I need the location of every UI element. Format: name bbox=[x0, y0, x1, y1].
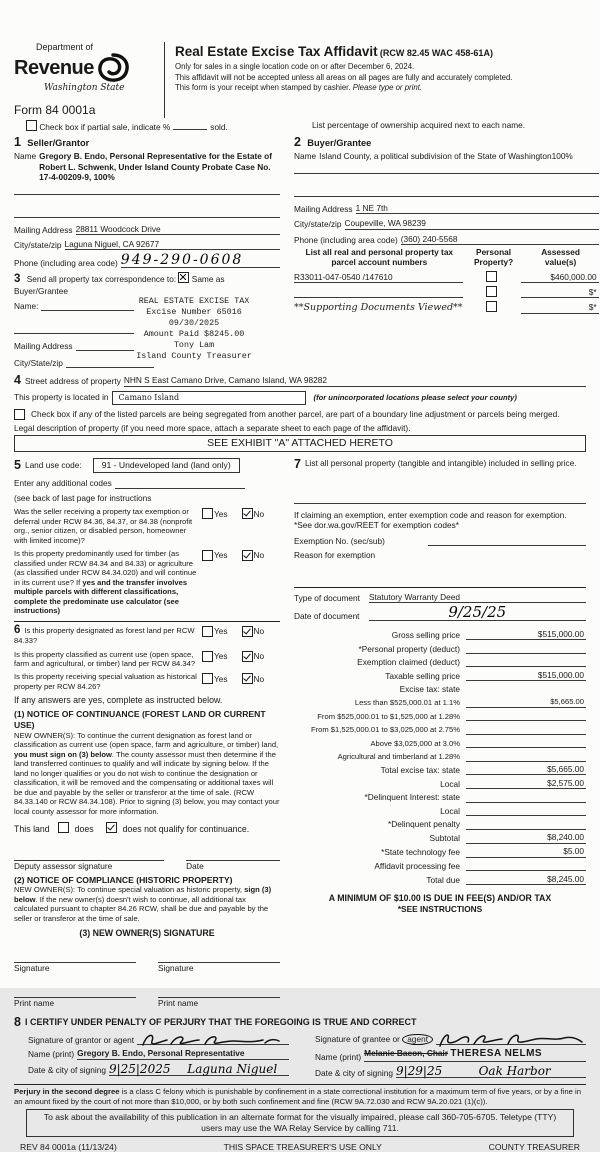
tax-value-delinq-interest-local[interactable] bbox=[466, 805, 586, 816]
owner-print-line-2[interactable] bbox=[158, 986, 280, 998]
certification-section bbox=[14, 1016, 586, 1078]
form-title-code: (RCW 82.45 WAC 458-61A) bbox=[379, 48, 493, 58]
tax-value-tier1[interactable]: $5,665.00 bbox=[466, 697, 586, 708]
tax-value-taxable[interactable]: $515,000.00 bbox=[466, 670, 586, 681]
send-to-name-label: Name: bbox=[14, 300, 39, 311]
tax-value-gross[interactable]: $515,000.00 bbox=[466, 629, 586, 640]
parcel-3-personal-checkbox[interactable] bbox=[486, 301, 497, 312]
notice-compliance-title: (2) NOTICE OF COMPLIANCE (HISTORIC PROPERTY) bbox=[14, 874, 233, 885]
located-in-note: (for unincorporated locations please select your county) bbox=[313, 392, 517, 402]
parcel-3-value[interactable]: $* bbox=[521, 302, 599, 313]
perjury-note: Perjury in the second degree is a class C felony which is punishable by confinement in a state correctional institution for a maximum term of five years, or by a fine in an amount fixed by the court of not more than $10,000, or by both such confinement and fine (RCW 9A.72.030 and RCW 9A.20.021 (1)(c)). bbox=[14, 1084, 586, 1106]
parcel-1-value[interactable]: $460,000.00 bbox=[521, 272, 599, 283]
parcel-table-header: List all real and personal property tax parcel account numbers Personal Property? Assessed value(s) bbox=[294, 247, 599, 268]
subtitle-1: Only for sales in a single location code on or after December 6, 2024. bbox=[175, 61, 415, 71]
seller-name-line[interactable] bbox=[14, 184, 280, 195]
rev-number: REV 84 0001a (11/13/24) bbox=[20, 1141, 117, 1152]
revenue-wordmark: Revenue bbox=[14, 56, 94, 79]
section-3-number: 3 bbox=[14, 273, 21, 286]
grantor-certification bbox=[28, 1030, 289, 1078]
tax-label-delinq-penalty: *Delinquent penalty bbox=[388, 819, 460, 830]
segregated-checkbox[interactable] bbox=[14, 409, 25, 420]
property-section bbox=[14, 374, 586, 452]
minimum-due-note: A MINIMUM OF $10.00 IS DUE IN FEE(S) AND/OR TAX bbox=[328, 892, 552, 903]
owner-print-label-1: Print name bbox=[14, 997, 55, 1008]
deputy-assessor-label: Deputy assessor signature bbox=[14, 861, 113, 872]
tax-label-personal-deduct: *Personal property (deduct) bbox=[358, 643, 460, 654]
county-treasurer-label: COUNTY TREASURER bbox=[488, 1141, 580, 1152]
q3-yes-checkbox[interactable] bbox=[202, 626, 213, 637]
see-back-note: (see back of last page for instructions bbox=[14, 492, 152, 503]
tax-computation-table bbox=[294, 629, 586, 885]
buyer-city-value[interactable]: Coupeville, WA 98239 bbox=[345, 218, 599, 229]
type-of-document-value[interactable]: Statutory Warranty Deed bbox=[369, 592, 586, 603]
tax-value-delinq-interest-state[interactable] bbox=[466, 792, 586, 803]
seller-grantor-section bbox=[14, 136, 280, 368]
segregated-label: Check box if any of the listed parcels are being segregated from another parcel, are part of a boundary line adjustment or parcels being merged. bbox=[31, 408, 560, 419]
street-address-value[interactable]: NHN S East Camano Drive, Camano Island, WA 98282 bbox=[124, 375, 586, 386]
tax-value-tier3[interactable] bbox=[466, 724, 586, 735]
tax-label-total-local: Local bbox=[440, 778, 460, 789]
q5-yes-checkbox[interactable] bbox=[202, 673, 213, 684]
historical-property-question: Is this property receiving special valuation as historical property per RCW 84.26? Yes No bbox=[14, 672, 265, 691]
stamp-excise-number: Excise Number 65016 bbox=[146, 307, 242, 318]
tax-label-tech-fee: *State technology fee bbox=[381, 847, 460, 858]
tax-value-personal-deduct[interactable] bbox=[466, 643, 586, 654]
q1-yes-checkbox[interactable] bbox=[202, 508, 213, 519]
tax-value-processing-fee[interactable] bbox=[466, 860, 586, 871]
tax-value-total-state[interactable]: $5,665.00 bbox=[466, 764, 586, 775]
partial-sale-label: Check box if partial sale, indicate % bbox=[39, 121, 171, 132]
additional-codes-label: Enter any additional codes bbox=[14, 478, 112, 489]
q5-no-checkbox[interactable] bbox=[242, 673, 253, 684]
does-checkbox[interactable] bbox=[58, 822, 69, 833]
q3-no-checkbox[interactable] bbox=[242, 626, 253, 637]
buyer-name-line[interactable] bbox=[294, 163, 599, 174]
see-instructions-note: *SEE INSTRUCTIONS bbox=[397, 903, 483, 914]
grantor-signature bbox=[137, 1030, 287, 1050]
grantee-signature bbox=[436, 1030, 586, 1050]
same-as-buyer-label: Same as Buyer/Grantee bbox=[14, 274, 225, 296]
buyer-mailing-label: Mailing Address bbox=[294, 203, 353, 214]
supporting-documents-stamp: **Supporting Documents Viewed** bbox=[294, 301, 463, 313]
exemption-note: If claiming an exemption, enter exemption code and reason for exemption. *See dor.wa.gov/REET for exemption codes* bbox=[294, 509, 567, 530]
timber-agriculture-question: Is this property predominantly used for timber (as classified under RCW 84.34 and 84.33) or agriculture (as classified under RCW 84.34.020) and will continue in its current use? If yes and the transfer involves multiple parcels with different classifications, complete the predominate use calculator (see instructions) Yes No bbox=[14, 549, 265, 616]
form-number: Form 84 0001a bbox=[14, 102, 96, 117]
exemption-no-label: Exemption No. (sec/sub) bbox=[294, 535, 385, 546]
tax-label-tier4: Above $3,025,000 at 3.0% bbox=[370, 738, 460, 748]
grantor-signature-line[interactable] bbox=[137, 1030, 289, 1045]
section-6-number: 6 bbox=[14, 623, 21, 636]
parcel-row-3 bbox=[294, 301, 599, 313]
tax-label-delinq-interest-local: Local bbox=[440, 805, 460, 816]
seller-name-value: Gregory B. Endo, Personal Representative for the Estate of Robert L. Schwenk, Under Island County Probate Case No. 17-4-00209-9, 100% bbox=[39, 151, 272, 183]
seller-mailing-value[interactable]: 28811 Woodcock Drive bbox=[76, 224, 280, 235]
type-of-document-label: Type of document bbox=[294, 592, 360, 603]
dept-of-text: Department of bbox=[36, 42, 94, 52]
owner-print-line-1[interactable] bbox=[14, 986, 136, 998]
partial-sale-checkbox[interactable] bbox=[26, 120, 37, 131]
treasurer-space-label: THIS SPACE TREASURER'S USE ONLY bbox=[223, 1141, 382, 1152]
washington-state-text: Washington State bbox=[44, 83, 125, 94]
grantee-certification bbox=[315, 1030, 586, 1078]
send-to-block bbox=[14, 296, 280, 368]
tax-label-processing-fee: Affidavit processing fee bbox=[374, 860, 460, 871]
grantor-date-label: Date & city of signing bbox=[28, 1065, 106, 1076]
seller-city-label: City/state/zip bbox=[14, 239, 62, 250]
dor-logo bbox=[14, 42, 154, 118]
new-owners-signature-title: (3) NEW OWNER(S) SIGNATURE bbox=[79, 928, 215, 939]
tax-label-delinq-interest-state: *Delinquent Interest: state bbox=[364, 792, 460, 803]
stamp-amount-paid: Amount Paid $8245.00 bbox=[143, 328, 245, 339]
send-to-label: Send all property tax correspondence to: bbox=[26, 274, 177, 285]
tax-value-tier4[interactable] bbox=[466, 737, 586, 748]
section-8-number: 8 bbox=[14, 1014, 21, 1029]
buyer-grantee-section bbox=[294, 136, 599, 368]
send-to-mailing-label: Mailing Address bbox=[14, 340, 73, 351]
grantee-signature-line[interactable] bbox=[436, 1030, 586, 1045]
seller-phone-label: Phone (including area code) bbox=[14, 257, 118, 268]
notice-continuance-body: NEW OWNER(S): To continue the current designation as forest land or classification as current use (open space, farm and agriculture, or timber) land, you must sign on (3) below. The county assessor must then determine if the land transferred continues to qualify and will indicate by signing below. If the land no longer qualifies or you do not wish to continue the designation or classification, it will be removed and the compensating or additional taxes will be due and payable by the seller or transferor at the time of sale. (RCW 84.33.140 or RCW 84.34.108). Prior to signing (3) below, you may contact your local county assessor for more information. bbox=[14, 730, 280, 816]
date-of-document-value[interactable]: 9/25/25 bbox=[369, 605, 587, 621]
tax-value-tier2[interactable] bbox=[466, 710, 586, 721]
agent-circled-label: agent bbox=[402, 1034, 433, 1045]
buyer-name-value: Island County, a political subdivision of the State of Washington100% bbox=[319, 151, 573, 162]
list-percentage-note: List percentage of ownership acquired next to each name. bbox=[312, 119, 526, 130]
personal-property-line[interactable] bbox=[294, 493, 586, 504]
located-in-label: This property is located in bbox=[14, 392, 109, 403]
grantee-name-struck: Melanie Bacon, Chair bbox=[364, 1048, 449, 1059]
tax-value-excise-state bbox=[466, 684, 586, 694]
if-any-yes-note: If any answers are yes, complete as instructed below. bbox=[14, 695, 223, 706]
tax-label-taxable: Taxable selling price bbox=[385, 670, 460, 681]
deputy-assessor-signature-line[interactable] bbox=[14, 849, 164, 861]
personal-property-label: List all personal property (tangible and intangible) included in selling price. bbox=[304, 458, 577, 469]
parcel-2-value[interactable]: $* bbox=[521, 287, 599, 298]
tax-value-subtotal[interactable]: $8,240.00 bbox=[466, 832, 586, 843]
parcel-row-1 bbox=[294, 271, 599, 283]
exemption-deferral-question: Was the seller receiving a property tax exemption or deferral under RCW 84.36, 84.37, or 84.38 (nonprofit org., senior citizen, or disabled person, homeowner with limited income)? Yes No bbox=[14, 507, 265, 545]
tax-label-gross: Gross selling price bbox=[391, 630, 460, 641]
section-2-title: Buyer/Grantee bbox=[307, 137, 372, 148]
owner-signature-label-1: Signature bbox=[14, 963, 50, 974]
land-use-label: Land use code: bbox=[24, 460, 82, 471]
title-block bbox=[175, 42, 512, 93]
partial-sale-suffix: sold. bbox=[210, 121, 228, 132]
tax-label-tier3: From $1,525,000.01 to $3,025,000 at 2.75% bbox=[310, 725, 460, 735]
stamp-treasurer-title: Island County Treasurer bbox=[136, 350, 252, 361]
form-header bbox=[14, 42, 586, 118]
buyer-mailing-value[interactable]: 1 NE 7th bbox=[356, 203, 599, 214]
deputy-date-label: Date bbox=[186, 861, 204, 872]
grantor-name-value[interactable]: Gregory B. Endo, Personal Representative bbox=[77, 1048, 289, 1059]
partial-sale-percent-line[interactable] bbox=[173, 121, 207, 130]
street-address-label: Street address of property bbox=[24, 376, 121, 387]
subtitle-3: This form is your receipt when stamped by cashier. bbox=[175, 83, 351, 93]
q4-no-checkbox[interactable] bbox=[242, 651, 253, 662]
section-2-number: 2 bbox=[294, 134, 301, 149]
grantor-city-value[interactable]: Laguna Niguel bbox=[187, 1063, 289, 1076]
current-use-question: Is this property classified as current use (open space, farm and agricultural, or timber) land per RCW 84.34? Yes No bbox=[14, 649, 265, 668]
tax-label-total-state: Total excise tax: state bbox=[380, 765, 460, 776]
continuance-qualify-row: This land does does not qualify for continuance. bbox=[14, 824, 250, 835]
section-5-number: 5 bbox=[14, 458, 21, 473]
grantee-name-label: Name (print) bbox=[315, 1051, 362, 1062]
tax-label-tier1: Less than $525,000.01 at 1.1% bbox=[354, 698, 460, 708]
q4-yes-checkbox[interactable] bbox=[202, 651, 213, 662]
grantee-sig-label: Signature of grantee or agent bbox=[315, 1034, 436, 1045]
parcel-2-number[interactable] bbox=[294, 287, 463, 298]
personal-property-tax-section bbox=[294, 458, 586, 1008]
tax-value-tech-fee[interactable]: $5.00 bbox=[466, 846, 586, 857]
land-use-code-value[interactable]: 91 - Undeveloped land (land only) bbox=[93, 458, 240, 473]
stamp-treasurer-name: Tony Lam bbox=[173, 339, 215, 350]
tty-note-box: To ask about the availability of this publication in an alternate format for the visually impaired, please call 360-705-6705. Teletype (TTY) users may use the WA Relay Service by calling 711. bbox=[26, 1109, 574, 1136]
legal-description-value[interactable]: SEE EXHIBIT "A" ATTACHED HERETO bbox=[14, 435, 586, 452]
owner-signature-label-2: Signature bbox=[158, 963, 194, 974]
dor-swirl-icon bbox=[96, 53, 130, 83]
grantor-sig-label: Signature of grantor or agent bbox=[28, 1035, 135, 1046]
tax-label-excise-state: Excise tax: state bbox=[399, 683, 460, 694]
date-of-document-label: Date of document bbox=[294, 610, 360, 621]
seller-mailing-label: Mailing Address bbox=[14, 224, 73, 235]
excise-stamp bbox=[110, 296, 278, 362]
buyer-blank-line[interactable] bbox=[294, 186, 599, 197]
tax-label-agricultural: Agricultural and timberland at 1.28% bbox=[337, 752, 460, 762]
forest-land-question: 6 Is this property designated as forest land per RCW 84.33? Yes No bbox=[14, 623, 265, 646]
stamp-title: REAL ESTATE EXCISE TAX bbox=[138, 296, 250, 307]
form-title: Real Estate Excise Tax Affidavit bbox=[175, 44, 378, 59]
notice-compliance-body: NEW OWNER(S): To continue special valuation as historic property, sign (3) below. If the new owner(s) doesn't wish to continue, all additional tax calculated pursuant to chapter 84.26 RCW, shall be due and payable by the seller or transferor at the time of sale. bbox=[14, 885, 272, 923]
seller-name-label: Name bbox=[14, 151, 37, 162]
does-not-checkbox[interactable] bbox=[106, 822, 117, 833]
grantor-date-value[interactable]: 9|25|2025 bbox=[109, 1063, 187, 1076]
q2-yes-checkbox[interactable] bbox=[202, 550, 213, 561]
q2-no-checkbox[interactable] bbox=[242, 550, 253, 561]
section-4-number: 4 bbox=[14, 373, 21, 388]
grantee-name-value: THERESA NELMS bbox=[450, 1048, 543, 1060]
footer-row bbox=[14, 1142, 586, 1152]
stamp-date: 09/30/2025 bbox=[168, 317, 220, 328]
located-in-dropdown[interactable]: Camano Island bbox=[112, 391, 306, 405]
same-as-buyer-checkbox[interactable] bbox=[178, 272, 189, 283]
seller-phone-value[interactable]: 949-290-0608 bbox=[121, 253, 280, 268]
deputy-date-line[interactable] bbox=[186, 849, 280, 861]
tax-label-subtotal: Subtotal bbox=[429, 833, 460, 844]
additional-codes-line[interactable] bbox=[115, 478, 245, 489]
buyer-phone-value[interactable]: (360) 240-5568 bbox=[401, 234, 599, 245]
tax-value-agricultural[interactable] bbox=[466, 751, 586, 762]
tax-value-delinq-penalty[interactable] bbox=[466, 819, 586, 830]
q1-no-checkbox[interactable] bbox=[242, 508, 253, 519]
grantee-date-label: Date & city of signing bbox=[315, 1067, 393, 1078]
certify-statement: I CERTIFY UNDER PENALTY OF PERJURY THAT THE FOREGOING IS TRUE AND CORRECT bbox=[24, 1016, 417, 1027]
owner-print-label-2: Print name bbox=[158, 997, 199, 1008]
parcel-row-2 bbox=[294, 286, 599, 298]
parcel-col-header: List all real and personal property tax parcel account numbers bbox=[305, 246, 454, 268]
subtitle-2: This affidavit will not be accepted unless all areas on all pages are fully and accurately completed. bbox=[175, 72, 513, 82]
legal-description-label: Legal description of property (if you need more space, attach a separate sheet to each page of the affidavit). bbox=[14, 422, 411, 433]
owner-signature-line-1[interactable] bbox=[14, 951, 136, 963]
section-1-title: Seller/Grantor bbox=[27, 137, 90, 148]
land-use-section bbox=[14, 458, 280, 1008]
parcel-1-number[interactable]: R33011-047-0540 /147610 bbox=[294, 272, 463, 283]
parcel-1-personal-checkbox[interactable] bbox=[486, 271, 497, 282]
send-to-city-label: City/State/zip bbox=[14, 357, 63, 368]
buyer-city-label: City/state/zip bbox=[294, 219, 342, 230]
buyer-name-label: Name bbox=[294, 151, 317, 162]
grantee-date-value[interactable]: 9|29|25 bbox=[396, 1065, 479, 1078]
section-1-number: 1 bbox=[14, 134, 21, 149]
buyer-phone-label: Phone (including area code) bbox=[294, 234, 398, 245]
tax-label-exemption-deduct: Exemption claimed (deduct) bbox=[357, 657, 460, 668]
tax-value-exemption-deduct[interactable] bbox=[466, 656, 586, 667]
subtitle-3-em: Please type or print. bbox=[352, 83, 423, 93]
tax-label-total-due: Total due bbox=[426, 874, 460, 885]
section-7-number: 7 bbox=[294, 457, 301, 472]
grantee-city-value[interactable]: Oak Harbor bbox=[479, 1065, 586, 1078]
parcel-2-personal-checkbox[interactable] bbox=[486, 286, 497, 297]
tax-value-total-due[interactable]: $8,245.00 bbox=[466, 874, 586, 885]
notice-continuance-title: (1) NOTICE OF CONTINUANCE (FOREST LAND OR CURRENT USE) bbox=[14, 709, 266, 731]
seller-city-value[interactable]: Laguna Niguel, CA 92677 bbox=[65, 239, 281, 250]
tax-value-total-local[interactable]: $2,575.00 bbox=[466, 778, 586, 789]
header-divider bbox=[164, 42, 165, 118]
reason-exemption-label: Reason for exemption bbox=[294, 550, 376, 561]
seller-blank-line[interactable] bbox=[14, 207, 280, 218]
exemption-no-line[interactable] bbox=[428, 535, 586, 546]
tax-label-tier2: From $525,000.01 to $1,525,000 at 1.28% bbox=[317, 711, 460, 721]
grantee-name-line[interactable] bbox=[364, 1048, 586, 1062]
grantor-name-label: Name (print) bbox=[28, 1049, 75, 1060]
owner-signature-line-2[interactable] bbox=[158, 951, 280, 963]
